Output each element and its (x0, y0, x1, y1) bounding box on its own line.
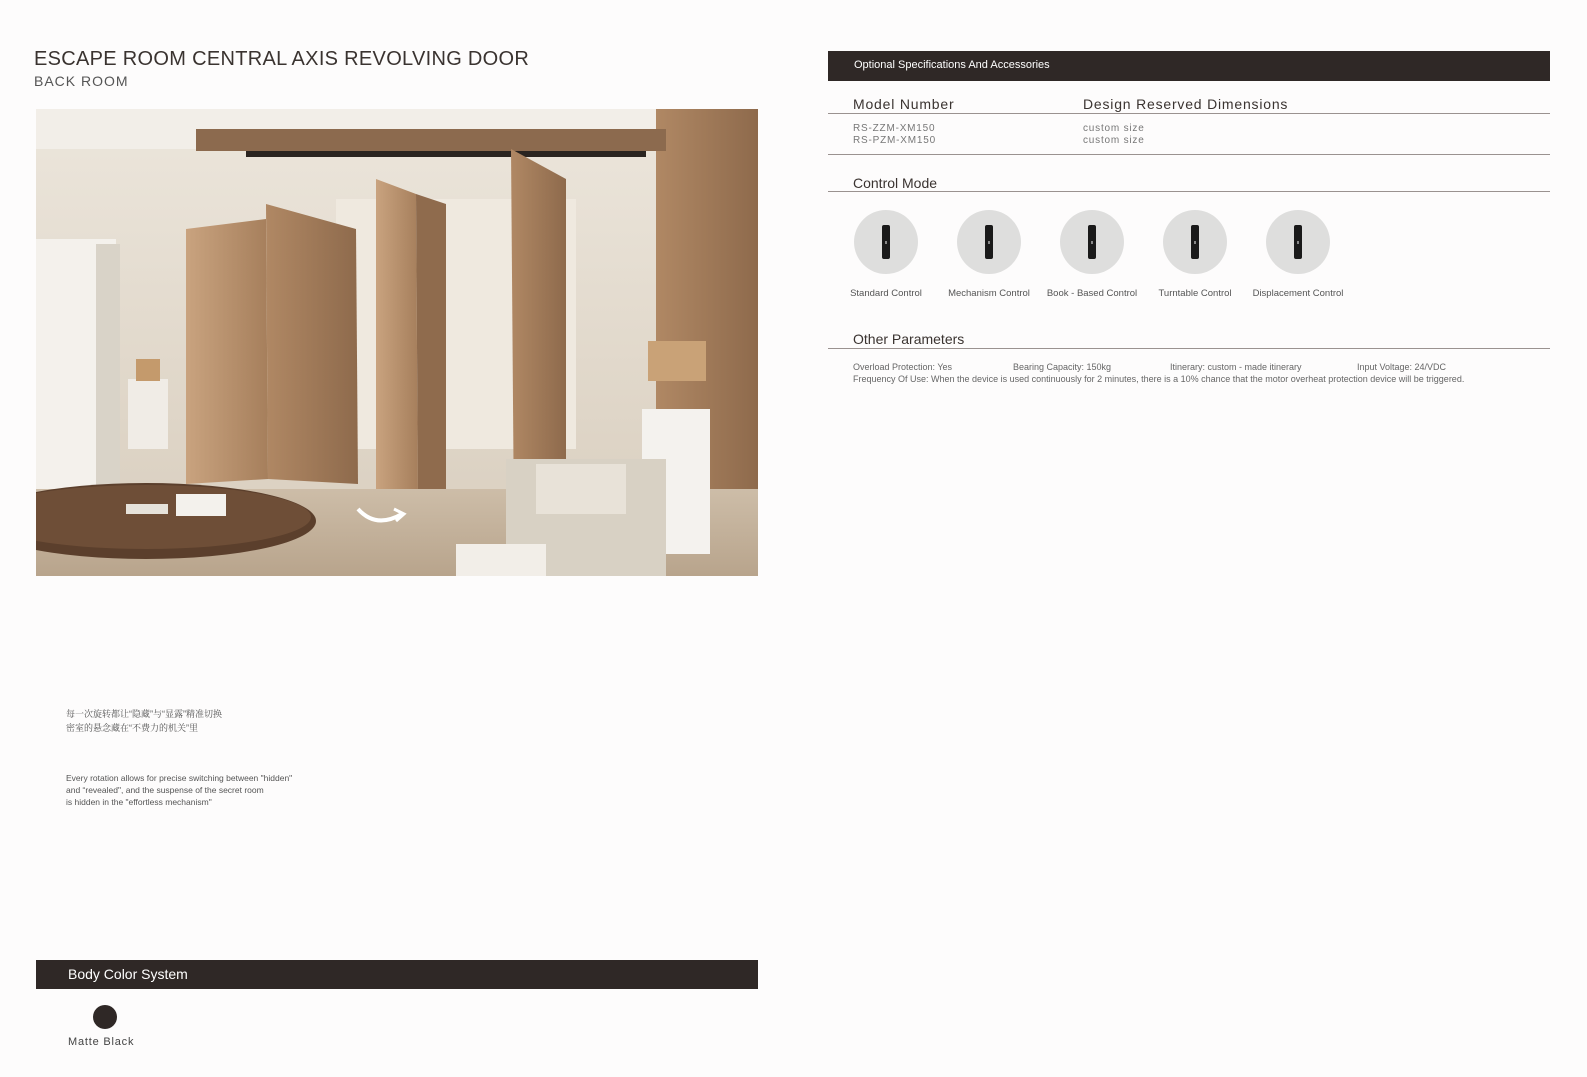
control-panel-icon (1294, 225, 1302, 259)
description-en (66, 772, 292, 808)
color-swatch-label: Matte Black (68, 1036, 135, 1048)
control-panel-icon (1088, 225, 1096, 259)
description-en-line: Every rotation allows for precise switching between "hidden" (66, 773, 293, 783)
param-voltage: Input Voltage: 24/VDC (1357, 362, 1447, 372)
body-color-header: Body Color System (36, 960, 758, 989)
control-mode-icon-bg (957, 210, 1021, 274)
table-cell-model: RS-ZZM-XM150 (853, 123, 936, 134)
control-panel-icon (985, 225, 993, 259)
description-en-line: is hidden in the "effortless mechanism" (66, 797, 212, 807)
control-mode-icon-bg (1163, 210, 1227, 274)
control-mode-icon-bg (854, 210, 918, 274)
control-mode-label: Standard Control (850, 288, 922, 299)
divider (828, 191, 1550, 192)
product-photo (36, 109, 758, 576)
control-mode-label: Displacement Control (1252, 288, 1344, 299)
control-mode-icon-bg (1060, 210, 1124, 274)
control-mode-mechanism[interactable] (934, 210, 1044, 299)
description-cn-line: 每一次旋转都让“隐藏”与“显露”精准切换 (66, 709, 222, 719)
control-mode-book[interactable] (1037, 210, 1147, 299)
table-cell-model: RS-PZM-XM150 (853, 135, 936, 146)
table-cell-dimensions: custom size (1083, 135, 1145, 146)
page-title: ESCAPE ROOM CENTRAL AXIS REVOLVING DOOR (34, 48, 530, 70)
control-panel-icon (882, 225, 890, 259)
param-bearing: Bearing Capacity: 150kg (1013, 362, 1112, 372)
table-cell-dimensions: custom size (1083, 123, 1145, 134)
control-mode-icon-bg (1266, 210, 1330, 274)
divider (828, 348, 1550, 349)
divider (828, 154, 1550, 155)
param-itinerary: Itinerary: custom - made itinerary (1170, 362, 1302, 372)
control-mode-label: Turntable Control (1158, 288, 1232, 299)
description-en-line: and “revealed", and the suspense of the secret room (66, 785, 264, 795)
description-cn-line: 密室的悬念藏在“不费力的机关”里 (66, 723, 198, 733)
specs-header: Optional Specifications And Accessories (828, 51, 1550, 81)
control-mode-turntable[interactable] (1140, 210, 1250, 299)
divider (828, 113, 1550, 114)
control-panel-icon (1191, 225, 1199, 259)
color-swatch[interactable] (93, 1005, 117, 1029)
control-mode-standard[interactable] (831, 210, 941, 299)
control-mode-label: Book - Based Control (1046, 288, 1138, 299)
column-header-model: Model Number (853, 96, 955, 112)
control-mode-displacement[interactable] (1243, 210, 1353, 299)
param-overload: Overload Protection: Yes (853, 362, 953, 372)
page-subtitle: BACK ROOM (34, 73, 129, 89)
control-mode-label: Mechanism Control (948, 288, 1030, 299)
column-header-dimensions: Design Reserved Dimensions (1083, 96, 1289, 112)
param-frequency: Frequency Of Use: When the device is used continuously for 2 minutes, there is a 10% chance that the motor overheat protection device will be triggered. (853, 374, 1465, 384)
control-mode-heading: Control Mode (853, 175, 938, 191)
description-cn (66, 707, 222, 735)
other-parameters-heading: Other Parameters (853, 331, 965, 347)
